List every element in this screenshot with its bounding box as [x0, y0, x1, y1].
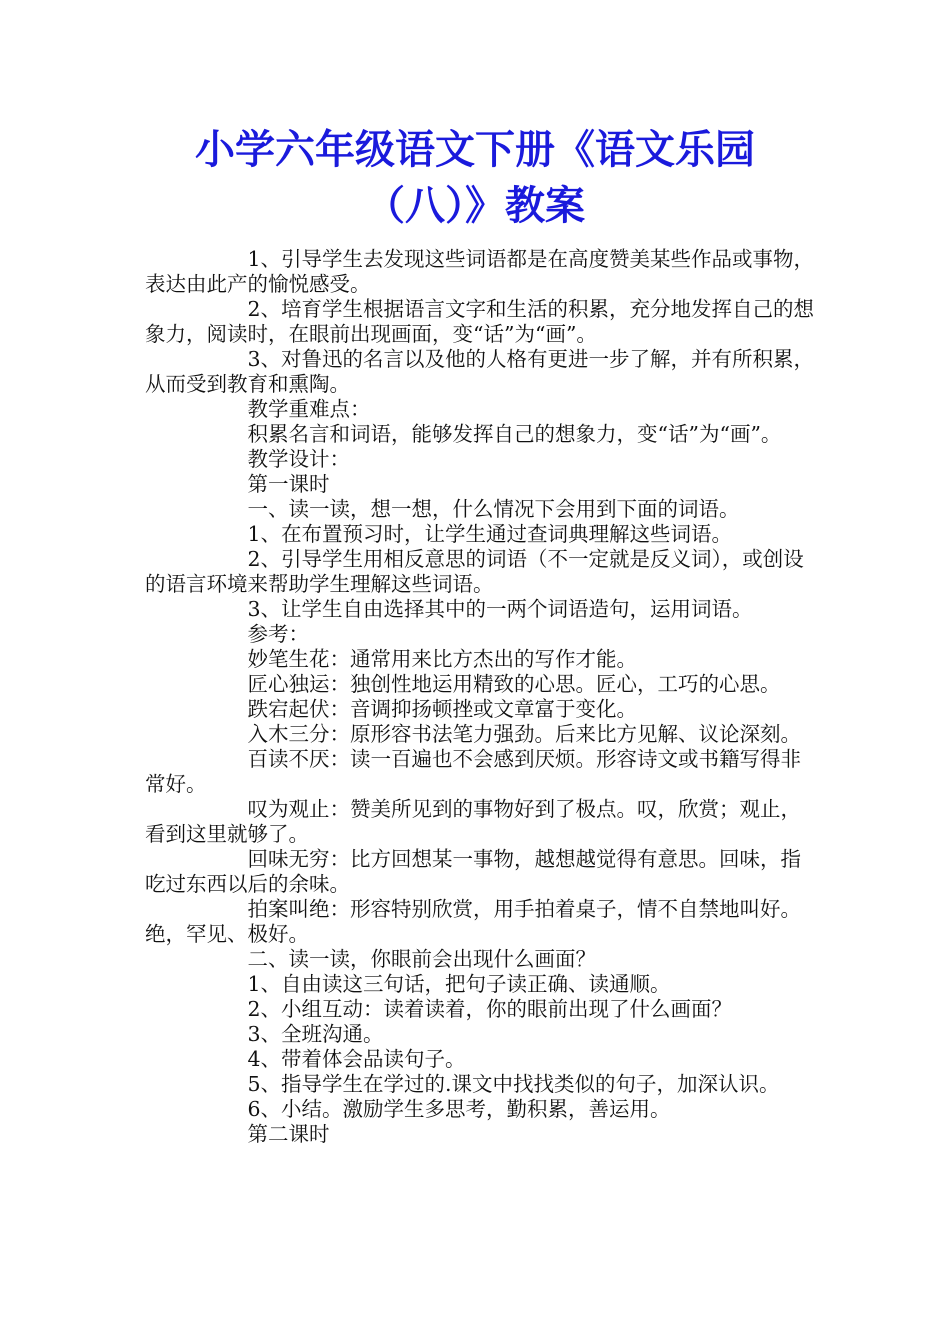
paragraph-step: 3、全班沟通。: [247, 1022, 384, 1046]
paragraph-step: 6、小结。激励学生多思考，勤积累，善运用。: [247, 1097, 671, 1121]
paragraph-idiom: 妙笔生花：通常用来比方杰出的写作才能。: [247, 647, 637, 671]
paragraph-step: 1、自由读这三句话，把句子读正确、读通顺。: [247, 972, 671, 996]
paragraph-section-1: 一、读一读，想一想，什么情况下会用到下面的词语。: [247, 497, 740, 521]
heading-lesson-1: 第一课时: [247, 472, 330, 496]
paragraph-idiom: 叹为观止：赞美所见到的事物好到了极点。叹，欣赏；观止，看到这里就够了。: [145, 797, 801, 846]
paragraph-step: 4、带着体会品读句子。: [247, 1047, 466, 1071]
paragraph-idiom: 跌宕起伏：音调抑扬顿挫或文章富于变化。: [247, 697, 637, 721]
paragraph-goal-1: 1、引导学生去发现这些词语都是在高度赞美某些作品或事物，表达由此产的愉悦感受。: [145, 247, 815, 296]
paragraph-step: 2、小组互动：读着读着，你的眼前出现了什么画面？: [247, 997, 733, 1021]
paragraph-idiom: 回味无穷：比方回想某一事物，越想越觉得有意思。回味，指吃过东西以后的余味。: [145, 847, 801, 896]
document-body: [145, 247, 817, 1147]
paragraph-key-points: 积累名言和词语，能够发挥自己的想象力，变“话”为“画”。: [247, 422, 782, 446]
title-line-2: （八）》教案: [365, 182, 585, 229]
paragraph-goal-3: 3、对鲁迅的名言以及他的人格有更进一步了解，并有所积累，从而受到教育和熏陶。: [145, 347, 815, 396]
paragraph-step-1: 1、在布置预习时，让学生通过查词典理解这些词语。: [247, 522, 733, 546]
heading-lesson-2: 第二课时: [247, 1122, 330, 1146]
paragraph-step: 5、指导学生在学过的.课文中找找类似的句子，加深认识。: [247, 1072, 780, 1096]
paragraph-idiom: 拍案叫绝：形容特别欣赏，用手拍着桌子，情不自禁地叫好。绝，罕见、极好。: [145, 897, 801, 946]
heading-reference: 参考：: [247, 622, 309, 646]
heading-key-points: 教学重难点：: [247, 397, 371, 421]
title-line-1: 小学六年级语文下册《语文乐园: [195, 126, 755, 173]
paragraph-step-3: 3、让学生自由选择其中的一两个词语造句，运用词语。: [247, 597, 753, 621]
paragraph-goal-2: 2、培育学生根据语言文字和生活的积累，充分地发挥自己的想象力，阅读时，在眼前出现画面，变“话”为“画”。: [145, 297, 815, 346]
heading-teaching-design: 教学设计：: [247, 447, 350, 471]
paragraph-step-2: 2、引导学生用相反意思的词语（不一定就是反义词），或创设的语言环境来帮助学生理解这些词语。: [145, 547, 804, 596]
paragraph-idiom: 百读不厌：读一百遍也不会感到厌烦。形容诗文或书籍写得非常好。: [145, 747, 801, 796]
paragraph-idiom: 匠心独运：独创性地运用精致的心思。匠心，工巧的心思。: [247, 672, 781, 696]
paragraph-idiom: 入木三分：原形容书法笔力强劲。后来比方见解、议论深刻。: [247, 722, 801, 746]
paragraph-section-2: 二、读一读，你眼前会出现什么画面？: [247, 947, 596, 971]
document-title: [120, 122, 830, 234]
